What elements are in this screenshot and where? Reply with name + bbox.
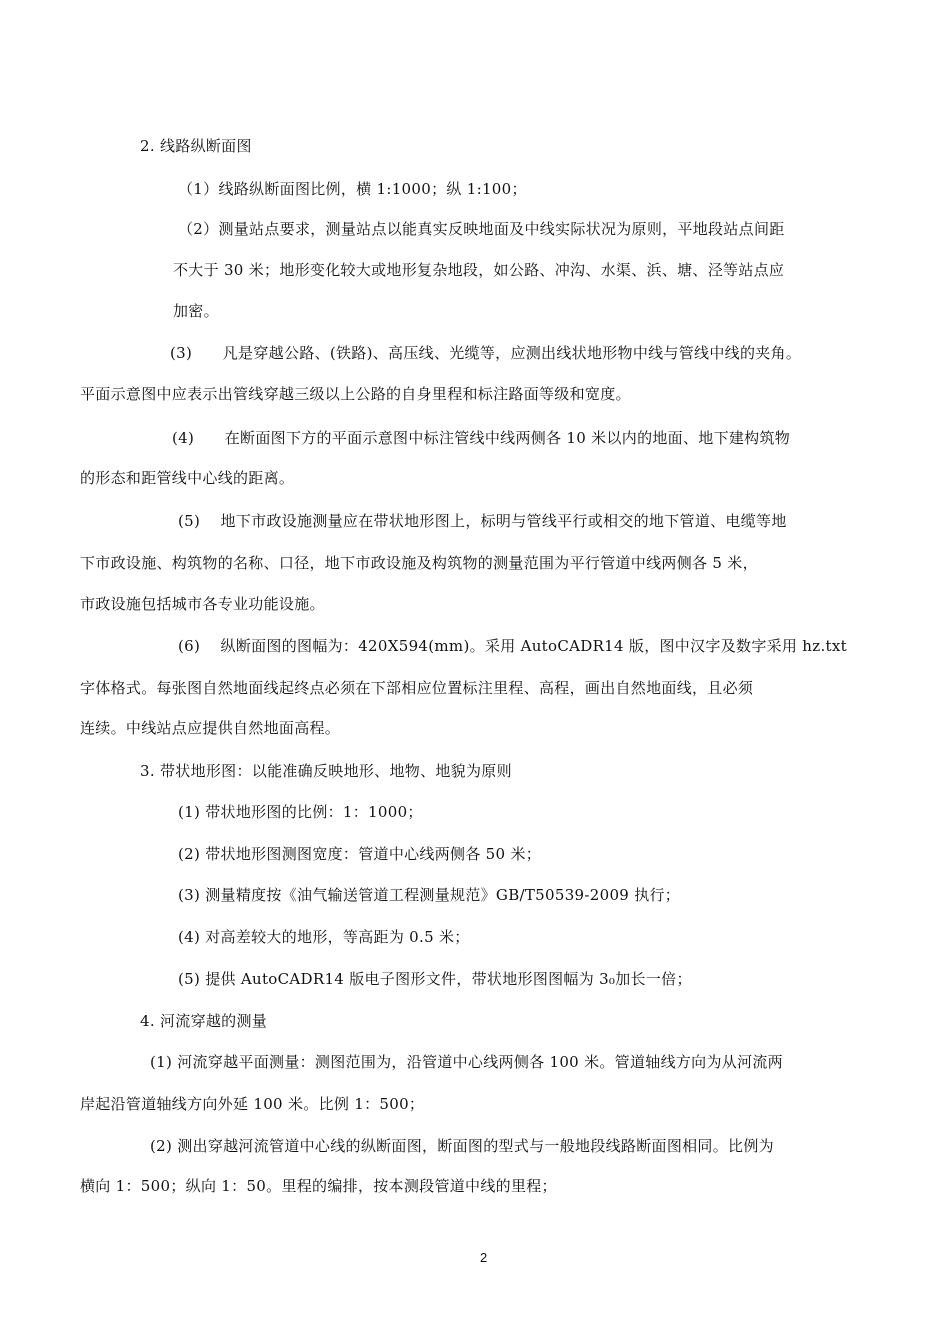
section-4-heading: 4. 河流穿越的测量 [140, 1012, 268, 1030]
section-2-heading: 2. 线路纵断面图 [140, 137, 252, 155]
section-3-heading: 3. 带状地形图：以能准确反映地形、地物、地貌为原则 [140, 762, 512, 780]
page-number: 2 [480, 1250, 488, 1265]
sec2-para-3-line-1: (3) 凡是穿越公路、(铁路)、高压线、光缆等，应测出线状地形物中线与管线中线的夹角。 [170, 344, 802, 362]
sec4-para-1-line-2: 岸起沿管道轴线方向外延 100 米。比例 1：500； [80, 1095, 425, 1113]
sec2-para-5-line-3: 市政设施包括城市各专业功能设施。 [80, 595, 325, 613]
sec3-item-3: (3) 测量精度按《油气输送管道工程测量规范》GB/T50539-2009 执行； [178, 886, 681, 904]
sec2-para-6-line-2: 字体格式。每张图自然地面线起终点必须在下部相应位置标注里程、高程，画出自然地面线，且必须 [80, 679, 754, 697]
sec2-para-2-line-1: （2）测量站点要求，测量站点以能真实反映地面及中线实际状况为原则，平地段站点间距 [178, 220, 785, 238]
sec4-para-1-line-1: (1) 河流穿越平面测量：测图范围为，沿管道中心线两侧各 100 米。管道轴线方向为从河流两 [150, 1053, 783, 1071]
sec2-para-5-line-2: 下市政设施、构筑物的名称、口径，地下市政设施及构筑物的测量范围为平行管道中线两侧各 5 米， [80, 554, 758, 572]
sec2-para-6-line-3: 连续。中线站点应提供自然地面高程。 [80, 719, 341, 737]
sec2-para-3-line-2: 平面示意图中应表示出管线穿越三级以上公路的自身里程和标注路面等级和宽度。 [80, 385, 631, 403]
sec3-item-1: (1) 带状地形图的比例：1：1000； [178, 803, 423, 821]
sec3-item-5: (5) 提供 AutoCADR14 版电子图形文件，带状地形图图幅为 3₀加长一倍； [178, 970, 692, 988]
sec3-item-4: (4) 对高差较大的地形，等高距为 0.5 米； [178, 928, 470, 946]
sec2-para-5-line-1: (5) 地下市政设施测量应在带状地形图上，标明与管线平行或相交的地下管道、电缆等地 [178, 512, 787, 530]
sec2-para-1: （1）线路纵断面图比例，横 1:1000；纵 1:100； [178, 180, 527, 198]
sec2-para-4-line-2: 的形态和距管线中心线的距离。 [80, 469, 295, 487]
sec2-para-4-line-1: (4) 在断面图下方的平面示意图中标注管线中线两侧各 10 米以内的地面、地下建构筑物 [172, 429, 791, 447]
sec4-para-2-line-2: 横向 1：500；纵向 1：50。里程的编排，按本测段管道中线的里程； [80, 1177, 557, 1195]
sec2-para-2-line-3: 加密。 [173, 302, 219, 320]
sec3-item-2: (2) 带状地形图测图宽度：管道中心线两侧各 50 米； [178, 845, 542, 863]
sec4-para-2-line-1: (2) 测出穿越河流管道中心线的纵断面图，断面图的型式与一般地段线路断面图相同。比例为 [150, 1137, 774, 1155]
sec2-para-2-line-2: 不大于 30 米；地形变化较大或地形复杂地段，如公路、冲沟、水渠、浜、塘、泾等站点应 [173, 261, 785, 279]
sec2-para-6-line-1: (6) 纵断面图的图幅为：420X594(mm)。采用 AutoCADR14 版，图中汉字及数字采用 hz.txt [178, 637, 847, 655]
